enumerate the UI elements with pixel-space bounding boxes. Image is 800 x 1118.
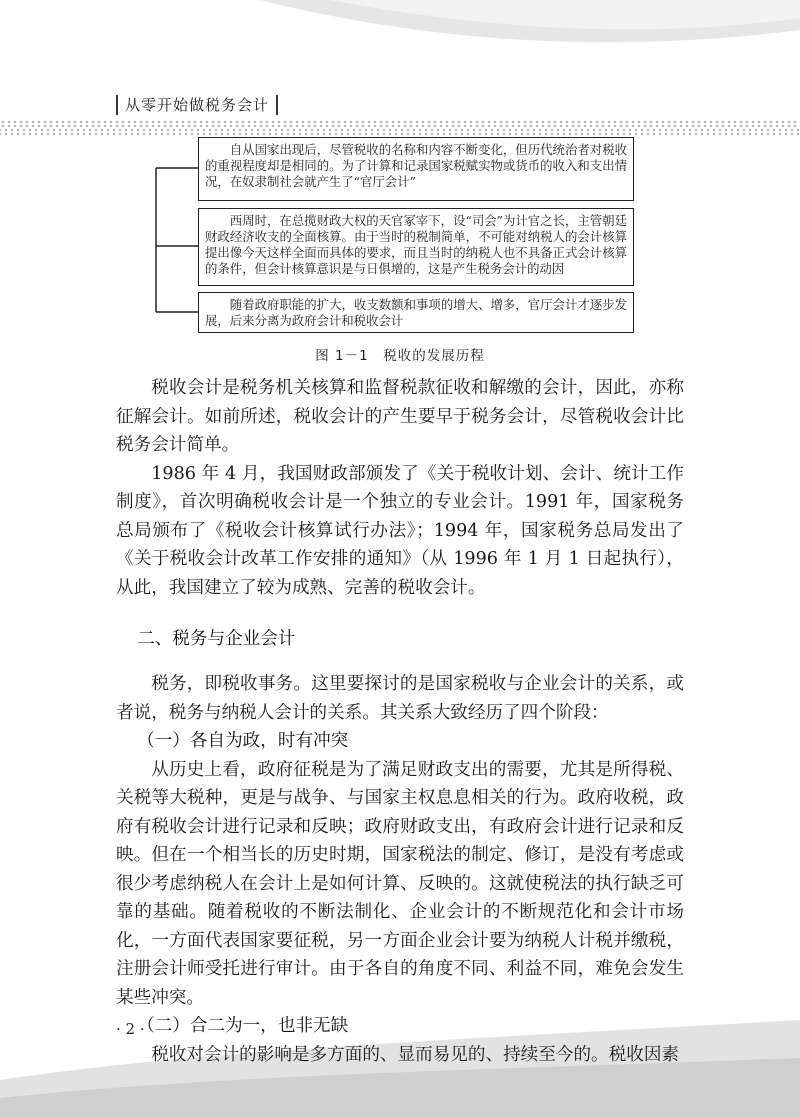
figure-box-2: 西周时，在总揽财政大权的天官冢宰下，设“司会”为计官之长，主管朝廷财政经济收支的全面核算。由于当时的税制简单，不可能对纳税人的会计核算提出像今天这样全面而具体的要求，而且当时的纳税人也不具备正式会计核算的条件，但会计核算意识是与日俱增的，这是产生税务会计的动因 xyxy=(198,208,634,286)
paragraph-4: 从历史上看，政府征税是为了满足财政支出的需要，尤其是所得税、关税等大税种，更是与战争、与国家主权息息相关的行为。政府收税，政府有税收会计进行记录和反映；政府财政支出，有政府会计进行记录和反映。但在一个相当长的历史时期，国家税法的制定、修订，是没有考虑或很少考虑纳税人在会计上是如何计算、反映的。这就使税法的执行缺乏可靠的基础。随着税收的不断法制化、企业会计的不断规范化和会计市场化，一方面代表国家要征税，另一方面企业会计要为纳税人计税并缴税，注册会计师受托进行审计。由于各自的角度不同、利益不同，难免会发生某些冲突。 xyxy=(116,759,684,1008)
figure-box-3: 随着政府职能的扩大，收支数额和事项的增大、增多，官厅会计才逐步发展，后来分离为政府会计和税收会计 xyxy=(198,292,634,333)
paragraph-1: 税收会计是税务机关核算和监督税款征收和解缴的会计，因此，亦称征解会计。如前所述，税收会计的产生要早于税务会计，尽管税收会计比税务会计简单。 xyxy=(116,378,684,455)
figure-tax-history xyxy=(0,0,800,400)
body-text xyxy=(116,374,684,1069)
figure-bracket xyxy=(0,0,800,400)
running-head: 从零开始做税务会计 xyxy=(116,95,278,115)
figure-caption: 图 1－1 税收的发展历程 xyxy=(315,348,485,364)
paragraph-3: 税务，即税收事务。这里要探讨的是国家税收与企业会计的关系，或者说，税务与纳税人会计的关系。其关系大致经历了四个阶段： xyxy=(116,674,684,723)
subheading-1: （一）各自为政，时有冲突 xyxy=(137,731,349,751)
paragraph-5: 税收对会计的影响是多方面的、显而易见的、持续至今的。税收因素 xyxy=(151,1044,680,1065)
subheading-2: （二）合二为一，也非无缺 xyxy=(137,1016,349,1036)
section-heading: 二、税务与企业会计 xyxy=(137,629,296,649)
paragraph-2: 1986 年 4 月，我国财政部颁发了《关于税收计划、会计、统计工作制度》，首次明确税收会计是一个独立的专业会计。1991 年，国家税务总局颁布了《税收会计核算试行办法》；1994 年，国家税务总局发出了《关于税收会计改革工作安排的通知》（从 1996 年 1 月 1 日起执行），从此，我国建立了较为成熟、完善的税收会计。 xyxy=(116,463,684,598)
page-number: · 2 · xyxy=(116,1020,145,1038)
figure-box-1: 自从国家出现后，尽管税收的名称和内容不断变化，但历代统治者对税收的重视程度却是相同的。为了计算和记录国家税赋实物或货币的收入和支出情况，在奴隶制社会就产生了“官厅会计” xyxy=(198,137,634,201)
